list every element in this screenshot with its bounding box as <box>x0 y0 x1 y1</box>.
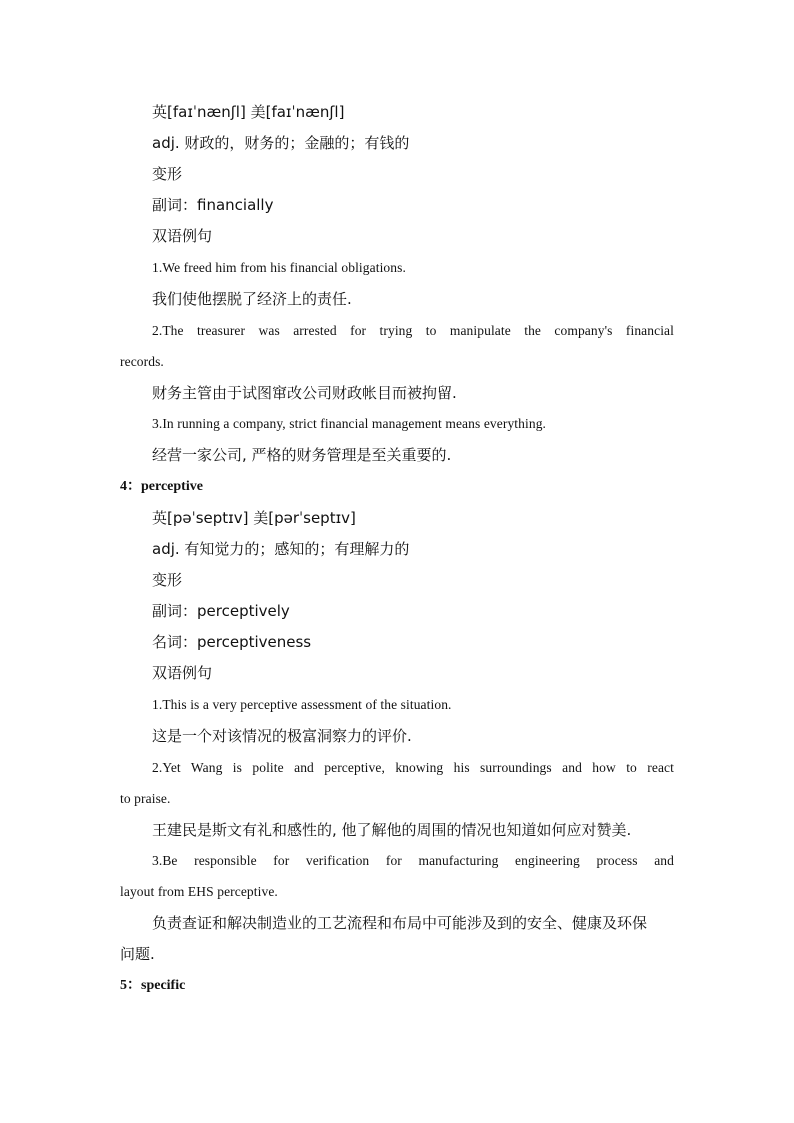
example-2-zh-perceptive: 王建民是斯文有礼和感性的, 他了解他的周围的情况也知道如何应对赞美. <box>152 821 632 839</box>
heading-perceptive: 4：perceptive <box>120 479 203 494</box>
example-2-en-line1-perceptive: 2.Yet Wang is polite and perceptive, knowing his surroundings and how to react <box>152 760 674 775</box>
example-3-zh-financial: 经营一家公司, 严格的财务管理是至关重要的. <box>152 446 452 464</box>
example-3-zh-line2-perceptive: 问题. <box>120 945 155 963</box>
definition-perceptive: adj. 有知觉力的；感知的；有理解力的 <box>152 540 410 558</box>
definition-financial: adj. 财政的，财务的；金融的；有钱的 <box>152 134 410 152</box>
forms-label-perceptive: 变形 <box>152 571 183 589</box>
phonetic-financial: 英[faɪˈnænʃl] 美[faɪˈnænʃl] <box>152 103 345 121</box>
examples-label-perceptive: 双语例句 <box>152 664 213 682</box>
adverb-perceptive: 副词：perceptively <box>152 602 290 620</box>
examples-label-financial: 双语例句 <box>152 227 213 245</box>
phonetic-perceptive: 英[pəˈseptɪv] 美[pərˈseptɪv] <box>152 509 356 527</box>
adverb-financial: 副词：financially <box>152 196 274 214</box>
example-2-en-line2-financial: records. <box>120 354 164 369</box>
example-2-en-line1-financial: 2.The treasurer was arrested for trying to manipulate the company's financial <box>152 323 674 338</box>
example-1-zh-financial: 我们使他摆脱了经济上的责任. <box>152 290 352 308</box>
forms-label-financial: 变形 <box>152 165 183 183</box>
example-3-zh-line1-perceptive: 负责查证和解决制造业的工艺流程和布局中可能涉及到的安全、健康及环保 <box>152 914 648 932</box>
example-1-en-perceptive: 1.This is a very perceptive assessment of the situation. <box>152 697 452 712</box>
noun-perceptive: 名词：perceptiveness <box>152 633 312 651</box>
heading-specific: 5：specific <box>120 978 186 993</box>
example-1-zh-perceptive: 这是一个对该情况的极富洞察力的评价. <box>152 727 412 745</box>
example-3-en-financial: 3.In running a company, strict financial management means everything. <box>152 416 547 431</box>
example-2-en-line2-perceptive: to praise. <box>120 791 171 806</box>
example-2-zh-financial: 财务主管由于试图窜改公司财政帐目而被拘留. <box>152 384 457 402</box>
example-3-en-line1-perceptive: 3.Be responsible for verification for manufacturing engineering process and <box>152 853 674 868</box>
example-1-en-financial: 1.We freed him from his financial obligations. <box>152 260 406 275</box>
example-3-en-line2-perceptive: layout from EHS perceptive. <box>120 884 278 899</box>
